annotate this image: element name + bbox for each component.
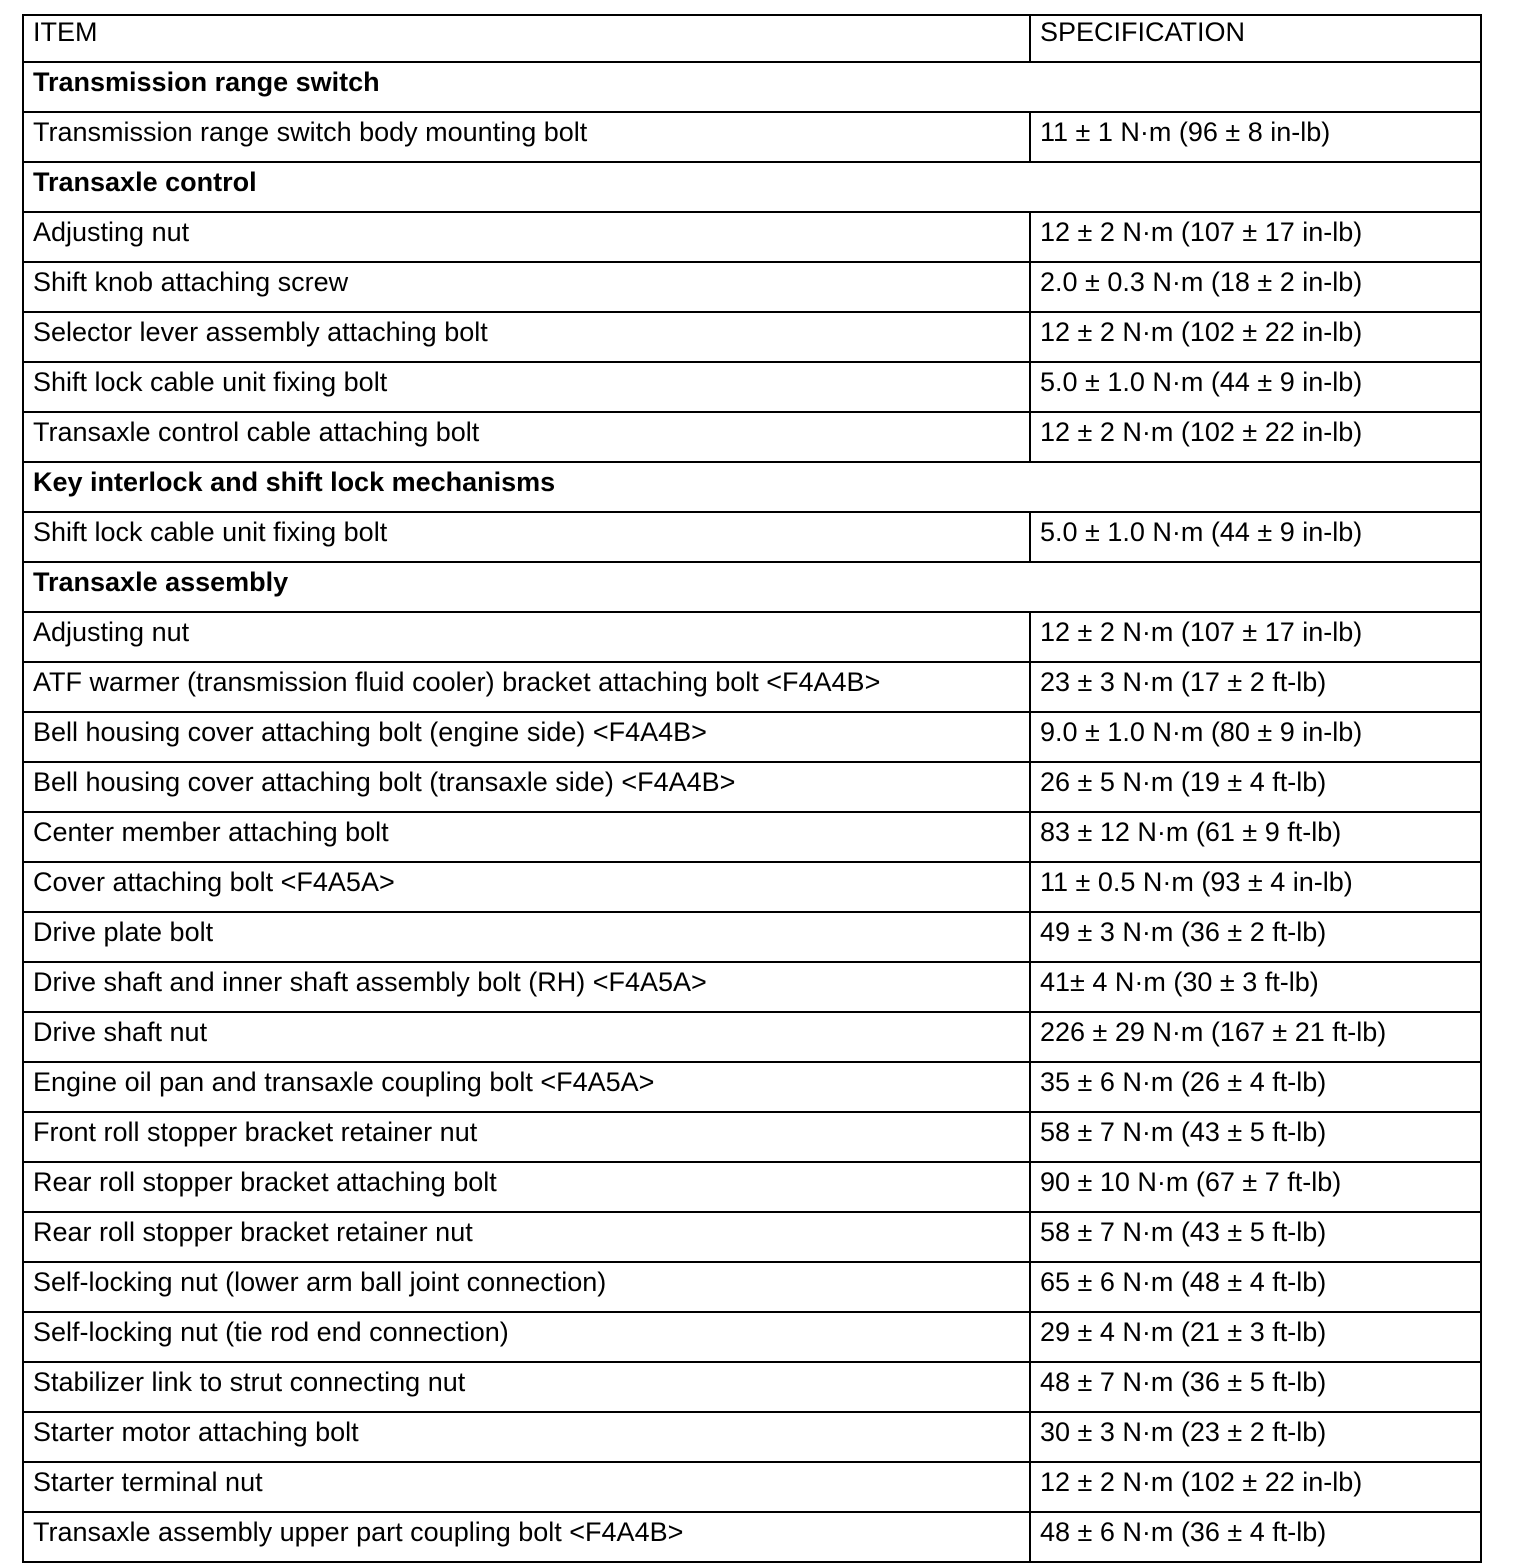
- specification-cell: 29 ± 4 N·m (21 ± 3 ft-lb): [1030, 1312, 1481, 1362]
- specification-cell: 49 ± 3 N·m (36 ± 2 ft-lb): [1030, 912, 1481, 962]
- item-cell: Rear roll stopper bracket attaching bolt: [23, 1162, 1030, 1212]
- item-cell: Cover attaching bolt <F4A5A>: [23, 862, 1030, 912]
- table-row: [23, 662, 1481, 712]
- specification-cell: 12 ± 2 N·m (102 ± 22 in-lb): [1030, 412, 1481, 462]
- table-row: [23, 512, 1481, 562]
- specification-cell: 30 ± 3 N·m (23 ± 2 ft-lb): [1030, 1412, 1481, 1462]
- table-row: [23, 112, 1481, 162]
- table-row: [23, 1062, 1481, 1112]
- item-cell: Transaxle assembly upper part coupling bolt <F4A4B>: [23, 1512, 1030, 1562]
- specification-cell: 58 ± 7 N·m (43 ± 5 ft-lb): [1030, 1212, 1481, 1262]
- section-row: [23, 562, 1481, 612]
- specification-cell: 12 ± 2 N·m (102 ± 22 in-lb): [1030, 312, 1481, 362]
- torque-spec-table: [22, 14, 1482, 1563]
- item-cell: ATF warmer (transmission fluid cooler) bracket attaching bolt <F4A4B>: [23, 662, 1030, 712]
- item-cell: Center member attaching bolt: [23, 812, 1030, 862]
- section-heading: Transaxle assembly: [23, 562, 1481, 612]
- item-cell: Shift lock cable unit fixing bolt: [23, 512, 1030, 562]
- item-cell: Drive shaft and inner shaft assembly bolt (RH) <F4A5A>: [23, 962, 1030, 1012]
- table-row: [23, 1462, 1481, 1512]
- table-row: [23, 1012, 1481, 1062]
- table-body: [23, 62, 1481, 1562]
- table-row: [23, 1312, 1481, 1362]
- specification-cell: 2.0 ± 0.3 N·m (18 ± 2 in-lb): [1030, 262, 1481, 312]
- item-cell: Self-locking nut (tie rod end connection): [23, 1312, 1030, 1362]
- specification-cell: 5.0 ± 1.0 N·m (44 ± 9 in-lb): [1030, 512, 1481, 562]
- item-cell: Bell housing cover attaching bolt (transaxle side) <F4A4B>: [23, 762, 1030, 812]
- item-cell: Drive shaft nut: [23, 1012, 1030, 1062]
- specification-column-header: SPECIFICATION: [1030, 15, 1481, 62]
- item-cell: Bell housing cover attaching bolt (engine side) <F4A4B>: [23, 712, 1030, 762]
- item-cell: Self-locking nut (lower arm ball joint connection): [23, 1262, 1030, 1312]
- header-row: [23, 15, 1481, 62]
- item-cell: Starter motor attaching bolt: [23, 1412, 1030, 1462]
- item-cell: Stabilizer link to strut connecting nut: [23, 1362, 1030, 1412]
- table-row: [23, 1212, 1481, 1262]
- specification-cell: 35 ± 6 N·m (26 ± 4 ft-lb): [1030, 1062, 1481, 1112]
- specification-cell: 48 ± 7 N·m (36 ± 5 ft-lb): [1030, 1362, 1481, 1412]
- table-row: [23, 262, 1481, 312]
- section-heading: Transaxle control: [23, 162, 1481, 212]
- item-cell: Transmission range switch body mounting bolt: [23, 112, 1030, 162]
- table-row: [23, 412, 1481, 462]
- specification-cell: 11 ± 0.5 N·m (93 ± 4 in-lb): [1030, 862, 1481, 912]
- specification-cell: 226 ± 29 N·m (167 ± 21 ft-lb): [1030, 1012, 1481, 1062]
- item-cell: Adjusting nut: [23, 212, 1030, 262]
- section-row: [23, 162, 1481, 212]
- specification-cell: 83 ± 12 N·m (61 ± 9 ft-lb): [1030, 812, 1481, 862]
- specification-cell: 58 ± 7 N·m (43 ± 5 ft-lb): [1030, 1112, 1481, 1162]
- specification-cell: 41± 4 N·m (30 ± 3 ft-lb): [1030, 962, 1481, 1012]
- item-cell: Transaxle control cable attaching bolt: [23, 412, 1030, 462]
- specification-cell: 65 ± 6 N·m (48 ± 4 ft-lb): [1030, 1262, 1481, 1312]
- specification-cell: 12 ± 2 N·m (102 ± 22 in-lb): [1030, 1462, 1481, 1512]
- table-row: [23, 1362, 1481, 1412]
- specification-cell: 9.0 ± 1.0 N·m (80 ± 9 in-lb): [1030, 712, 1481, 762]
- specification-cell: 12 ± 2 N·m (107 ± 17 in-lb): [1030, 212, 1481, 262]
- specification-cell: 11 ± 1 N·m (96 ± 8 in-lb): [1030, 112, 1481, 162]
- item-cell: Front roll stopper bracket retainer nut: [23, 1112, 1030, 1162]
- item-cell: Starter terminal nut: [23, 1462, 1030, 1512]
- table-row: [23, 862, 1481, 912]
- table-row: [23, 1112, 1481, 1162]
- section-heading: Key interlock and shift lock mechanisms: [23, 462, 1481, 512]
- table-row: [23, 1512, 1481, 1562]
- item-cell: Adjusting nut: [23, 612, 1030, 662]
- table-row: [23, 362, 1481, 412]
- item-cell: Shift knob attaching screw: [23, 262, 1030, 312]
- item-cell: Engine oil pan and transaxle coupling bolt <F4A5A>: [23, 1062, 1030, 1112]
- specification-cell: 26 ± 5 N·m (19 ± 4 ft-lb): [1030, 762, 1481, 812]
- table-row: [23, 812, 1481, 862]
- item-cell: Shift lock cable unit fixing bolt: [23, 362, 1030, 412]
- table-row: [23, 312, 1481, 362]
- table-row: [23, 762, 1481, 812]
- item-cell: Rear roll stopper bracket retainer nut: [23, 1212, 1030, 1262]
- specification-cell: 12 ± 2 N·m (107 ± 17 in-lb): [1030, 612, 1481, 662]
- section-row: [23, 62, 1481, 112]
- specification-cell: 5.0 ± 1.0 N·m (44 ± 9 in-lb): [1030, 362, 1481, 412]
- table-row: [23, 1412, 1481, 1462]
- table-row: [23, 962, 1481, 1012]
- table-row: [23, 712, 1481, 762]
- table-row: [23, 212, 1481, 262]
- item-column-header: ITEM: [23, 15, 1030, 62]
- section-heading: Transmission range switch: [23, 62, 1481, 112]
- table-row: [23, 612, 1481, 662]
- table-row: [23, 912, 1481, 962]
- specification-cell: 90 ± 10 N·m (67 ± 7 ft-lb): [1030, 1162, 1481, 1212]
- table-row: [23, 1162, 1481, 1212]
- item-cell: Drive plate bolt: [23, 912, 1030, 962]
- specification-cell: 48 ± 6 N·m (36 ± 4 ft-lb): [1030, 1512, 1481, 1562]
- specification-cell: 23 ± 3 N·m (17 ± 2 ft-lb): [1030, 662, 1481, 712]
- section-row: [23, 462, 1481, 512]
- item-cell: Selector lever assembly attaching bolt: [23, 312, 1030, 362]
- table-row: [23, 1262, 1481, 1312]
